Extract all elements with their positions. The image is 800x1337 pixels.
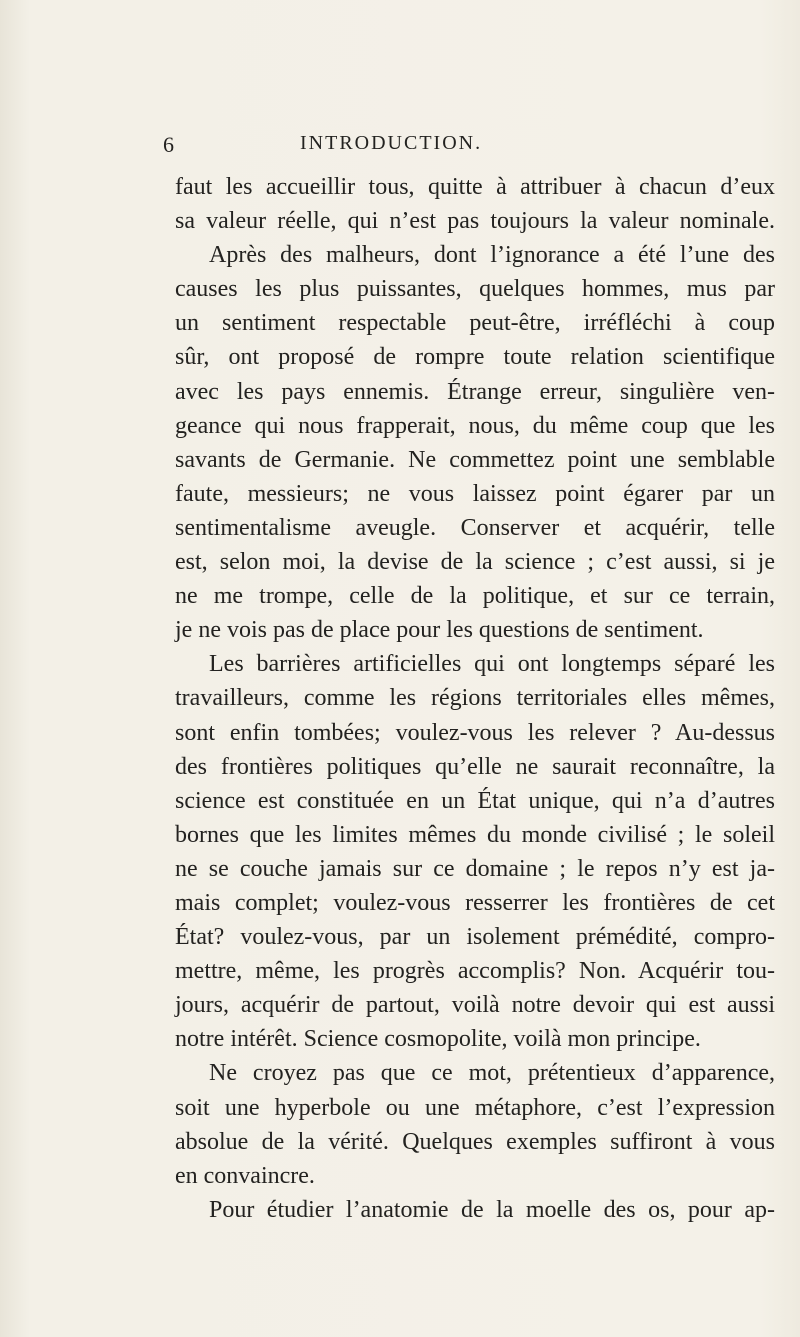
- text-line: avec les pays ennemis. Étrange erreur, singulière ven-: [175, 378, 775, 405]
- text-line: en convaincre.: [175, 1162, 315, 1189]
- text-line: ne se couche jamais sur ce domaine ; le repos n’y est ja-: [175, 855, 775, 882]
- text-line: Les barrières artificielles qui ont longtemps séparé les: [209, 651, 775, 678]
- page-header: [0, 132, 800, 162]
- text-line: Ne croyez pas que ce mot, prétentieux d’apparence,: [209, 1060, 775, 1087]
- text-line: sont enfin tombées; voulez-vous les relever ? Au-dessus: [175, 719, 775, 746]
- text-line: sûr, ont proposé de rompre toute relation scientifique: [175, 344, 775, 371]
- text-line: travailleurs, comme les régions territoriales elles mêmes,: [175, 685, 775, 712]
- text-line: mais complet; voulez-vous resserrer les frontières de cet: [175, 889, 775, 916]
- text-line: soit une hyperbole ou une métaphore, c’est l’expression: [175, 1094, 775, 1121]
- text-line: causes les plus puissantes, quelques hommes, mus par: [175, 276, 775, 303]
- text-line: sa valeur réelle, qui n’est pas toujours la valeur nominale.: [175, 208, 775, 235]
- text-line: ne me trompe, celle de la politique, et sur ce terrain,: [175, 583, 775, 610]
- text-line: science est constituée en un État unique, qui n’a d’autres: [175, 787, 775, 814]
- text-line: État? voulez-vous, par un isolement prémédité, compro-: [175, 924, 775, 951]
- text-line: absolue de la vérité. Quelques exemples suffiront à vous: [175, 1128, 775, 1155]
- text-line: bornes que les limites mêmes du monde civilisé ; le soleil: [175, 821, 775, 848]
- text-line: jours, acquérir de partout, voilà notre devoir qui est aussi: [175, 992, 775, 1019]
- text-line: Pour étudier l’anatomie de la moelle des os, pour ap-: [209, 1196, 775, 1223]
- text-line: mettre, même, les progrès accomplis? Non. Acquérir tou-: [175, 958, 775, 985]
- page-number: 6: [163, 132, 175, 157]
- text-line: des frontières politiques qu’elle ne saurait reconnaître, la: [175, 753, 775, 780]
- text-line: est, selon moi, la devise de la science ; c’est aussi, si je: [175, 549, 775, 576]
- text-line: faute, messieurs; ne vous laissez point égarer par un: [175, 480, 775, 507]
- text-line: savants de Germanie. Ne commettez point une semblable: [175, 446, 775, 473]
- running-head: INTRODUCTION.: [300, 132, 483, 154]
- text-line: je ne vois pas de place pour les questions de sentiment.: [175, 617, 704, 644]
- text-line: geance qui nous frapperait, nous, du même coup que les: [175, 412, 775, 439]
- text-line: notre intérêt. Science cosmopolite, voilà mon principe.: [175, 1026, 701, 1053]
- text-line: un sentiment respectable peut-être, irréfléchi à coup: [175, 310, 775, 337]
- text-line: Après des malheurs, dont l’ignorance a été l’une des: [209, 242, 775, 269]
- text-line: faut les accueillir tous, quitte à attribuer à chacun d’eux: [175, 174, 775, 200]
- body-text: [175, 170, 775, 1227]
- text-line: sentimentalisme aveugle. Conserver et acquérir, telle: [175, 514, 775, 541]
